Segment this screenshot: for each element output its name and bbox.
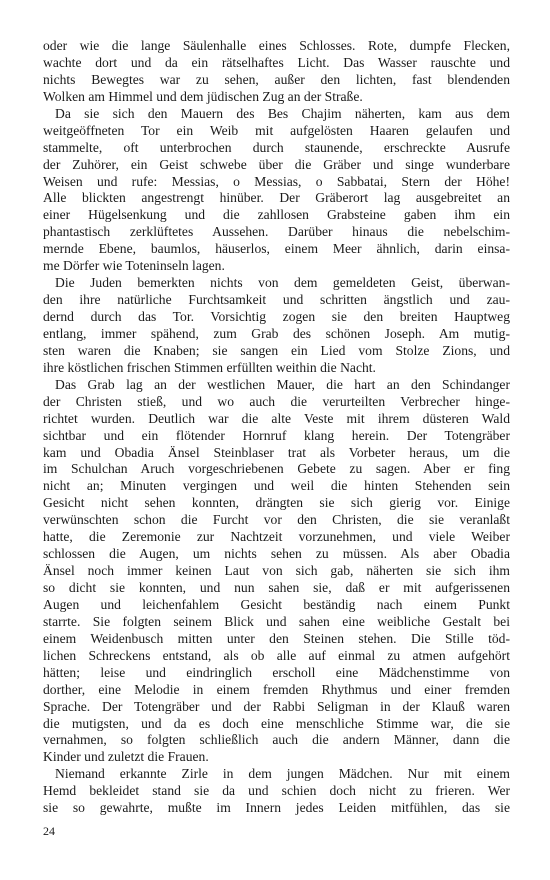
text-line: Das Grab lag an der westlichen Mauer, die hart an den Schindanger — [55, 376, 510, 392]
text-line: Augen und leichenfahlem Gesicht beständig nach einem Punkt — [43, 596, 510, 612]
text-line: im Schulchan Aruch vorgeschriebenen Gebete zu sagen. Aber er fing — [43, 461, 510, 477]
text-line: schlossen die Augen, um nichts sehen zu müssen. Als aber Obadia — [43, 546, 510, 562]
text-line: die mutigsten, und da es doch eine menschliche Stimme war, die sie — [43, 715, 510, 731]
text-line: richtet wurden. Deutlich war die alte Veste mit ihrem düsteren Wald — [43, 410, 510, 426]
text-line: hätten; leise und eindringlich erscholl eine Mädchenstimme von — [43, 664, 510, 680]
text-line: der Zuhörer, ein Geist schwebe über die Gräber und singe wunderbare — [43, 156, 510, 172]
text-line: mernde Ebene, baumlos, häuserlos, einem Meer ähnlich, darin einsa- — [43, 241, 510, 257]
text-line: weitgeöffneten Tor ein Weib mit aufgelösten Haaren gelaufen und — [43, 122, 510, 138]
text-line: phantastisch zerklüftetes Aussehen. Darüber hinaus die nebelschim- — [43, 224, 510, 240]
text-line: einer Hügelsenkung und die zahllosen Grabsteine gaben ihm ein — [43, 207, 510, 223]
text-line: Sprache. Der Totengräber und der Rabbi Seligman in der Klauß waren — [43, 698, 510, 714]
text-line: wachte dort und da ein rätselhaftes Licht. Das Wasser rauschte und — [43, 54, 510, 70]
text-line: Gesicht nicht sehen konnten, drängten sie sich gierig vor. Einige — [43, 495, 510, 511]
text-line: sie so gewahrte, mußte im Innern jedes Leiden mitfühlen, das sie — [43, 800, 510, 816]
page-number: 24 — [43, 824, 55, 838]
text-line: nicht an; Minuten vergingen und weil die hinten Stehenden sein — [43, 478, 510, 494]
text-line: oder wie die lange Säulenhalle eines Schlosses. Rote, dumpfe Flecken, — [43, 38, 510, 53]
text-line: Alle blickten angestrengt hinüber. Der Gräberort lag ausgebreitet an — [43, 190, 510, 206]
text-line: entlang, immer spähend, zum Grab des schönen Joseph. Am mutig- — [43, 325, 510, 341]
text-line: Änsel noch immer keinen Laut von sich gab, näherten sie sich ihm — [43, 563, 510, 579]
text-line: Hemd bekleidet stand sie da und schien doch nicht zu frieren. Wer — [43, 783, 510, 799]
text-line: dorther, eine Melodie in einem fremden Rhythmus und einer fremden — [43, 681, 510, 697]
text-line: Die Juden bemerkten nichts von dem gemeldeten Geist, überwan- — [55, 275, 510, 291]
text-line: verwünschten schon die Furcht vor den Christen, die sie veranlaßt — [43, 512, 510, 528]
text-line: der Christen stieß, und wo auch die verurteilten Verbrecher hinge- — [43, 393, 510, 409]
text-line: vernahmen, so folgten schließlich auch die andern Männer, dann die — [43, 732, 510, 748]
text-line: Wolken am Himmel und dem jüdischen Zug an der Straße. — [43, 88, 363, 104]
text-line: kam und Obadia Änsel Steinblaser trat als Vorbeter heraus, um die — [43, 444, 510, 460]
text-line: me Dörfer wie Toteninseln lagen. — [43, 258, 225, 274]
text-line: Niemand erkannte Zirle in dem jungen Mädchen. Nur mit einem — [55, 766, 510, 782]
text-line: starrte. Sie folgten seinem Blick und sahen eine weibliche Gestalt bei — [43, 613, 510, 629]
text-line: Da sie sich den Mauern des Bes Chajim näherten, kam aus dem — [55, 105, 510, 121]
text-line: nichts Bewegtes war zu sehen, außer den lichten, fast blendenden — [43, 71, 510, 87]
body-text — [43, 38, 510, 817]
text-line: hatte, die Zeremonie zur Nachtzeit vorzunehmen, und viele Weiber — [43, 529, 510, 545]
text-line: dernd durch das Tor. Vorsichtig zogen sie den breiten Hauptweg — [43, 309, 510, 324]
text-line: einem Weidenbusch mitten unter den Steinen stehen. Die Stille töd- — [43, 630, 510, 646]
text-line: Weisen und rufe: Messias, o Messias, o Sabbatai, Stern der Höhe! — [43, 173, 510, 189]
text-line: Kinder und zuletzt die Frauen. — [43, 749, 209, 765]
text-line: ihre köstlichen frischen Stimmen erfüllten weithin die Nacht. — [43, 359, 376, 375]
text-line: sten waren die Knaben; sie sangen ein Lied vom Stolze Zions, und — [43, 342, 510, 358]
text-line: stammelte, oft unterbrochen durch staunende, erschreckte Ausrufe — [43, 139, 510, 155]
text-line: den ihre natürliche Furchtsamkeit und schritten ängstlich und zau- — [43, 292, 510, 308]
text-line: sichtbar und ein flötender Hornruf klang herein. Der Totengräber — [43, 427, 510, 443]
text-line: lichen Schreckens entstand, als ob alle auf einmal zu atmen aufgehört — [43, 647, 510, 663]
text-line: so dicht sie konnten, und nun sahen sie, daß er mit aufgerissenen — [43, 580, 510, 595]
